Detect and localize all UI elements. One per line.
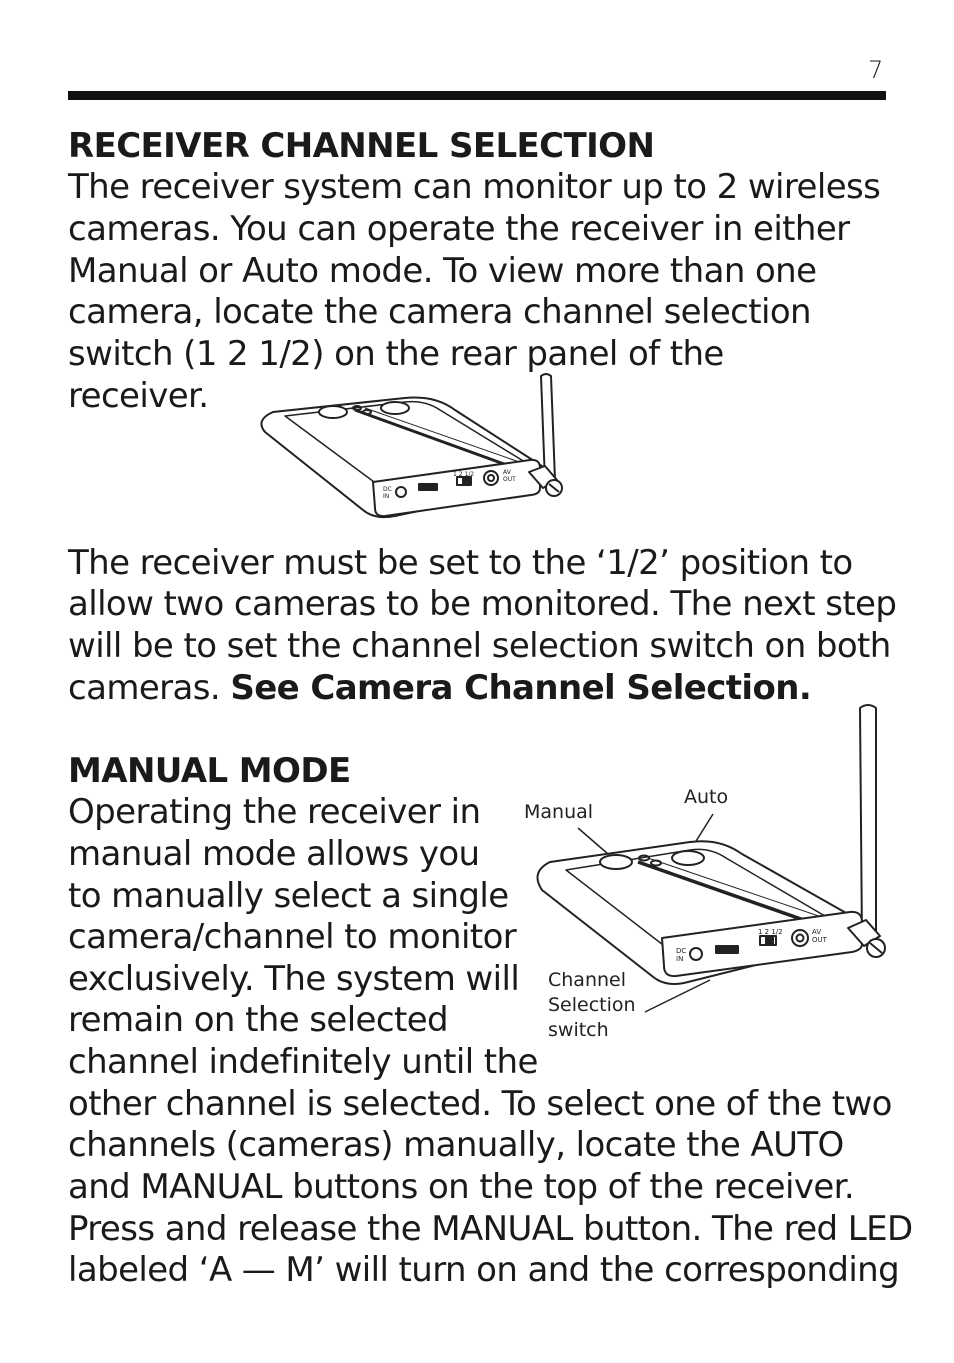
receiver-callout-illustration [520,700,894,1030]
switch-label: 1 2 1/2 [453,471,475,478]
body-line: receiver. [68,376,209,416]
av-out-label: AV [812,928,822,936]
body-line: Manual or Auto mode. To view more than one [68,251,817,291]
dc-in-label: DC [383,486,392,493]
page-number: 7 [868,56,884,84]
manual-button-label: Manual [524,801,594,823]
body-line: channels (cameras) manually, locate the AUTO [68,1125,844,1165]
body-line: switch (1 2 1/2) on the rear panel of the [68,334,724,374]
body-line: and MANUAL buttons on the top of the receiver. [68,1167,855,1207]
body-text: cameras. [68,668,231,708]
body-line: allow two cameras to be monitored. The next step [68,584,897,624]
dc-in-label: IN [383,493,390,500]
body-line: The receiver system can monitor up to 2 wireless [68,167,881,207]
receiver-rear-illustration [245,370,575,520]
dc-in-label: DC [676,947,687,955]
channel-selection-label-line: Selection [548,994,636,1016]
body-line: cameras. You can operate the receiver in either [68,209,850,249]
body-line: to manually select a single [68,876,509,916]
body-line: camera, locate the camera channel selection [68,292,811,332]
header-rule [68,91,886,100]
body-line: will be to set the channel selection switch on both [68,626,891,666]
body-line: remain on the selected [68,1000,448,1040]
cross-reference-camera-channel-selection: See Camera Channel Selection. [230,668,812,708]
body-line: Press and release the MANUAL button. The red LED [68,1209,913,1249]
channel-selection-label-line: Channel [548,969,627,991]
body-line: other channel is selected. To select one of the two [68,1084,892,1124]
channel-selection-label-line: switch [548,1019,609,1041]
av-out-label: OUT [503,476,516,483]
body-line: labeled ‘A — M’ will turn on and the corresponding [68,1250,900,1290]
body-line: Operating the receiver in [68,792,481,832]
switch-label: 1 2 1/2 [758,928,783,936]
body-line: camera/channel to monitor [68,917,517,957]
body-line: channel indefinitely until the [68,1042,538,1082]
body-line: exclusively. The system will [68,959,520,999]
av-out-label: OUT [812,936,827,944]
body-line: The receiver must be set to the ‘1/2’ position to [68,543,853,583]
auto-button-label: Auto [684,786,729,808]
section-heading-receiver-channel: RECEIVER CHANNEL SELECTION [68,126,655,166]
av-out-label: AV [503,469,511,476]
dc-in-label: IN [676,955,684,963]
body-line: manual mode allows you [68,834,480,874]
section-heading-manual-mode: MANUAL MODE [68,751,351,791]
